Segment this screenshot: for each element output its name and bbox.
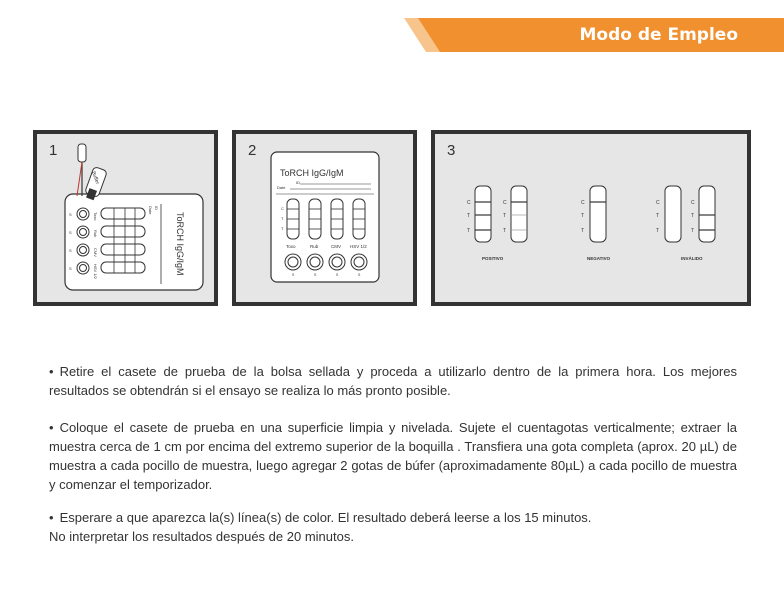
well-label: S (292, 273, 295, 277)
line-label: T (467, 228, 471, 234)
well-label: S (314, 273, 317, 277)
well-label: S (69, 266, 72, 271)
instruction-paragraph (49, 418, 737, 494)
line-label: C (281, 206, 284, 211)
line-label: T (691, 213, 695, 219)
instruction-paragraph (49, 362, 737, 400)
date-label: Date (148, 206, 153, 215)
cassette-title: ToRCH IgG/IgM (280, 168, 344, 178)
well-label: S (69, 212, 72, 217)
strip-name: CMV (93, 248, 98, 257)
line-label: T (691, 228, 695, 234)
step-3-illustration (435, 134, 747, 302)
line-label: T (581, 213, 585, 219)
bullet: • (49, 510, 54, 525)
well-label: S (336, 273, 339, 277)
buffer-label: Buffer (90, 170, 101, 186)
date-label: Date (277, 185, 286, 190)
dropper-icon (77, 144, 86, 196)
strip-name: CMV (331, 244, 341, 249)
line-label: T (656, 228, 660, 234)
line-label: T (467, 213, 471, 219)
strip-name: HSV 1/2 (350, 244, 367, 249)
strip-name: Rub (93, 230, 98, 238)
strip-name: Rub (310, 244, 319, 249)
instruction-text: Coloque el casete de prueba en una superficie limpia y nivelada. Sujete el cuentagotas verticalmente; extraer la muestra cerca de 1 cm por encima del extremo superior de la boquilla . Transfiera una gota completa (aprox. 20 µL) de muestra a cada pocillo de muestra, luego agregar 2 gotas de búfer (aproximadamente 80µL) a cada pocillo de muestra y comenzar el temporizador. (49, 420, 737, 492)
well-label: S (69, 230, 72, 235)
strip-name: Toxo (93, 212, 98, 221)
invalid-result-strips (665, 186, 715, 242)
line-label: T (581, 228, 585, 234)
strip-name: HSV 1/2 (93, 264, 98, 279)
well-label: S (358, 273, 361, 277)
step-1-panel (33, 130, 218, 306)
cassette-title: ToRCH IgG/IgM (175, 212, 185, 276)
step-1-illustration (37, 134, 214, 302)
step-number: 3 (447, 142, 456, 159)
positive-result-strips (475, 186, 527, 242)
result-label-invalid: INVÁLIDO (681, 256, 703, 261)
instruction-text: No interpretar los resultados después de 20 minutos. (49, 529, 354, 544)
step-3-panel (431, 130, 751, 306)
step-number: 1 (49, 142, 58, 159)
result-label-negative: NEGATIVO (587, 256, 611, 261)
strip-name: Toxo (286, 244, 296, 249)
line-label: C (467, 200, 471, 206)
step-2-panel (232, 130, 417, 306)
line-label: C (581, 200, 585, 206)
line-label: T (281, 226, 284, 231)
step-number: 2 (248, 142, 257, 159)
instruction-paragraph (49, 508, 737, 546)
id-label: ID (154, 206, 159, 210)
well-label: S (69, 248, 72, 253)
bullet: • (49, 364, 54, 379)
instruction-text: Esperare a que aparezca la(s) línea(s) de color. El resultado deberá leerse a los 15 minutos. (59, 510, 592, 525)
line-label: T (281, 216, 284, 221)
negative-result-strip (590, 186, 606, 242)
step-2-illustration (236, 134, 413, 302)
line-label: T (503, 213, 507, 219)
line-label: C (691, 200, 695, 206)
instruction-text: Retire el casete de prueba de la bolsa sellada y proceda a utilizarlo dentro de la primera hora. Los mejores resultados se obtendrán si el ensayo se realiza lo más pronto posible. (49, 364, 737, 398)
id-label: ID (296, 180, 300, 185)
line-label: T (656, 213, 660, 219)
bullet: • (49, 420, 54, 435)
page-title: Modo de Empleo (579, 25, 738, 45)
line-label: C (656, 200, 660, 206)
result-label-positive: POSITIVO (482, 256, 504, 261)
line-label: T (503, 228, 507, 234)
line-label: C (503, 200, 507, 206)
